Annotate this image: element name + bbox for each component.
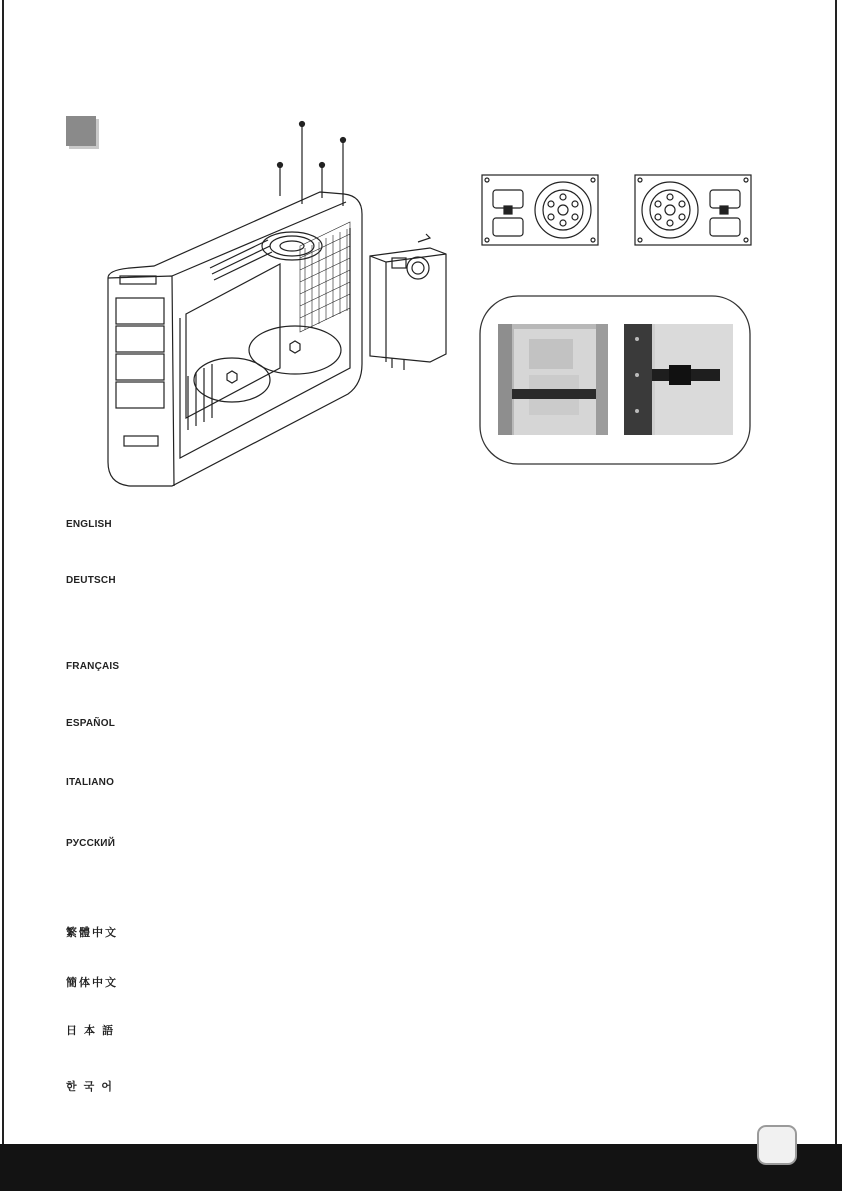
lang-label-deutsch: DEUTSCH bbox=[66, 575, 116, 586]
psu-strap-photo bbox=[498, 324, 608, 435]
psu-orientation-diagram-left bbox=[481, 174, 599, 246]
strap-photo-callout bbox=[479, 295, 751, 465]
strap-buckle-photo bbox=[624, 324, 733, 435]
lang-label-francais: FRANÇAIS bbox=[66, 661, 120, 672]
lang-label-traditional-chinese: 繁體中文 bbox=[66, 927, 118, 939]
step-marker bbox=[66, 116, 96, 146]
lang-label-simplified-chinese: 簡体中文 bbox=[66, 977, 118, 989]
psu-orientation-diagram-right bbox=[634, 174, 752, 246]
case-illustration bbox=[100, 118, 470, 490]
lang-label-english: ENGLISH bbox=[66, 519, 112, 530]
lang-label-italiano: ITALIANO bbox=[66, 777, 115, 788]
lang-label-japanese: 日 本 語 bbox=[66, 1025, 116, 1037]
lang-label-korean: 한 국 어 bbox=[66, 1081, 114, 1093]
page-number-badge bbox=[757, 1125, 797, 1165]
lang-label-russian: РУССКИЙ bbox=[66, 838, 116, 849]
lang-label-espanol: ESPAÑOL bbox=[66, 718, 115, 729]
footer-bar bbox=[0, 1144, 842, 1191]
